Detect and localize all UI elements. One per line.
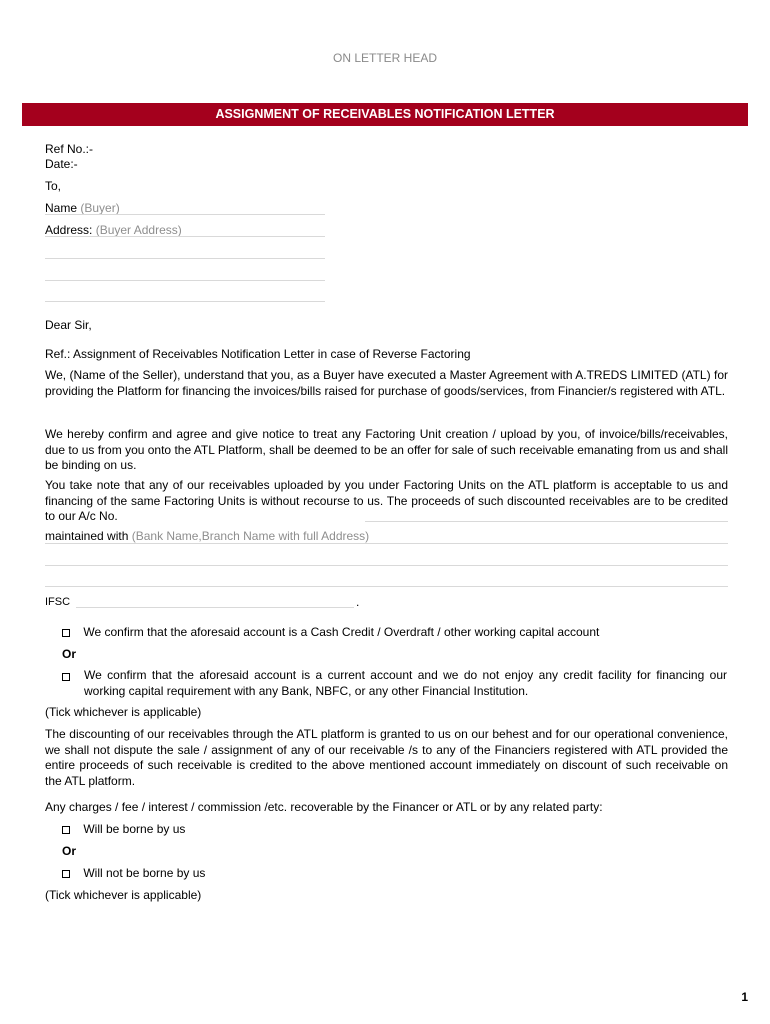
account-number-field[interactable] bbox=[365, 521, 728, 522]
address-underline-3[interactable] bbox=[45, 280, 325, 281]
subject-line: Ref.: Assignment of Receivables Notification Letter in case of Reverse Factoring bbox=[45, 347, 471, 361]
option-cash-credit bbox=[62, 625, 599, 640]
name-label: Name bbox=[45, 201, 78, 215]
bank-details-field[interactable]: (Bank Name,Branch Name with full Address) bbox=[131, 529, 370, 543]
page-number: 1 bbox=[741, 990, 748, 1004]
option-current-account-label: We confirm that the aforesaid account is a current account and we do not enjoy any credit facility for financing our working capital requirement with any Bank, NBFC, or any other Financial Institution. bbox=[84, 668, 727, 698]
paragraph-master-agreement: We, (Name of the Seller), understand that you, as a Buyer have executed a Master Agreement with A.TREDS LIMITED (ATL) for providing the Platform for financing the invoices/bills raised for purchase of goods/services, from Financier/s registered with ATL. bbox=[45, 368, 728, 398]
ref-no: Ref No.:- bbox=[45, 142, 94, 156]
name-field[interactable]: (Buyer) bbox=[80, 201, 120, 215]
paragraph-confirmation: We hereby confirm and agree and give notice to treat any Factoring Unit creation / upload by you, of invoice/bills/receivables, due to us from you onto the ATL Platform, shall be deemed to be an offer for sale of such receivable emanating from us and shall be binding on us. bbox=[45, 427, 728, 473]
document-title-banner: ASSIGNMENT OF RECEIVABLES NOTIFICATION LETTER bbox=[22, 103, 748, 126]
bank-underline-2[interactable] bbox=[45, 565, 728, 566]
or-separator-1: Or bbox=[62, 647, 77, 661]
salutation: Dear Sir, bbox=[45, 318, 92, 332]
to-line: To, bbox=[45, 179, 62, 193]
paragraph-proceeds: You take note that any of our receivables uploaded by you under Factoring Units on the ATL platform is acceptable to us and financing of the same Factoring Units is without recourse to us. The proceeds of such discounted receivables are to be credited to our A/c No. bbox=[45, 478, 728, 524]
tick-note-1: (Tick whichever is applicable) bbox=[45, 705, 202, 719]
letterhead-note: ON LETTER HEAD bbox=[332, 51, 437, 65]
name-underline bbox=[45, 214, 325, 215]
address-underline-2[interactable] bbox=[45, 258, 325, 259]
address-underline-4[interactable] bbox=[45, 301, 325, 302]
paragraph-discounting: The discounting of our receivables through the ATL platform is granted to us on our behest and for our operational convenience, we shall not dispute the sale / assignment of any of our receivable /s to any of the Financiers registered with ATL provided the entire proceeds of such receivable is credited to the above mentioned account immediately on discount of such receivable on the ATL platform. bbox=[45, 727, 728, 788]
option-not-borne-label: Will not be borne by us bbox=[83, 866, 206, 880]
or-separator-2: Or bbox=[62, 844, 77, 858]
maintained-with-row bbox=[45, 529, 369, 544]
option-not-borne bbox=[62, 866, 205, 881]
bank-underline-1 bbox=[45, 543, 728, 544]
charges-text: Any charges / fee / interest / commission /etc. recoverable by the Financer or ATL or by any related party: bbox=[45, 800, 603, 814]
borne-by-us-checkbox[interactable] bbox=[62, 826, 70, 834]
tick-note-2: (Tick whichever is applicable) bbox=[45, 888, 202, 902]
bank-underline-3[interactable] bbox=[45, 586, 728, 587]
address-field[interactable]: (Buyer Address) bbox=[95, 223, 182, 237]
address-underline-1 bbox=[45, 236, 325, 237]
ifsc-field[interactable] bbox=[76, 607, 354, 608]
option-cash-credit-label: We confirm that the aforesaid account is a Cash Credit / Overdraft / other working capital account bbox=[83, 625, 600, 639]
ifsc-period: . bbox=[356, 595, 360, 609]
not-borne-by-us-checkbox[interactable] bbox=[62, 870, 70, 878]
address-label: Address: bbox=[45, 223, 93, 237]
ifsc-label: IFSC bbox=[45, 596, 71, 608]
maintained-with-label: maintained with bbox=[45, 529, 129, 543]
current-account-checkbox-wrap bbox=[62, 669, 70, 683]
cash-credit-checkbox[interactable] bbox=[62, 629, 70, 637]
current-account-checkbox[interactable] bbox=[62, 673, 70, 681]
option-borne bbox=[62, 822, 185, 837]
option-borne-label: Will be borne by us bbox=[83, 822, 186, 836]
date: Date:- bbox=[45, 157, 78, 171]
